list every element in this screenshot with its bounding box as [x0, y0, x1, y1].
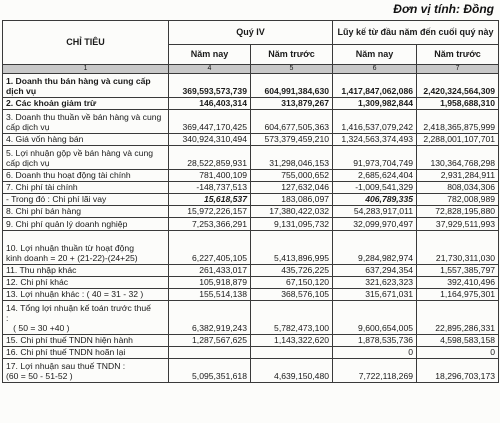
cell-y-last: 22,895,286,331: [417, 301, 499, 335]
header-q-this-year: Năm nay: [169, 45, 251, 65]
table-row: [3, 231, 499, 265]
cell-q-last: 573,379,459,210: [251, 134, 333, 146]
cell-q-this: 1,287,567,625: [169, 335, 251, 347]
table-row: [3, 289, 499, 301]
cell-y-this: 315,671,031: [333, 289, 417, 301]
row-label-line: 17. Lợi nhuận sau thuế TNDN :: [6, 361, 126, 372]
cell-q-this: 105,918,879: [169, 277, 251, 289]
cell-y-last: 782,008,989: [417, 194, 499, 206]
cell-y-last: 2,418,365,875,999: [417, 110, 499, 134]
cell-q-last: 604,677,505,363: [251, 110, 333, 134]
row-label-line: kinh doanh = 20 + (21-22)-(24+25): [6, 253, 138, 264]
table-row: [3, 182, 499, 194]
cell-q-last: 368,576,105: [251, 289, 333, 301]
header-index: 5: [251, 65, 333, 74]
cell-q-this: -148,737,513: [169, 182, 251, 194]
table-row: [3, 359, 499, 383]
cell-y-this: 1,417,847,062,086: [333, 74, 417, 98]
cell-q-last: 1,143,322,620: [251, 335, 333, 347]
row-label: 4. Giá vốn hàng bán: [3, 134, 169, 146]
cell-q-this: 15,618,537: [169, 194, 251, 206]
cell-q-this: 340,924,310,494: [169, 134, 251, 146]
header-y-last-year: Năm trước: [417, 45, 499, 65]
cell-y-last: 392,410,496: [417, 277, 499, 289]
cell-y-this: 91,973,704,749: [333, 146, 417, 170]
cell-y-this: 54,283,917,011: [333, 206, 417, 218]
cell-y-last: 37,929,511,993: [417, 218, 499, 231]
cell-q-last: 604,991,384,630: [251, 74, 333, 98]
cell-y-this: 321,623,323: [333, 277, 417, 289]
cell-q-last: 5,782,473,100: [251, 301, 333, 335]
cell-y-last: 21,730,311,030: [417, 231, 499, 265]
cell-y-last: 130,364,768,298: [417, 146, 499, 170]
cell-y-this: -1,009,541,329: [333, 182, 417, 194]
table-row: [3, 194, 499, 206]
header-quarter: Quý IV: [169, 21, 333, 45]
cell-q-last: 755,000,652: [251, 170, 333, 182]
row-label: - Trong đó : Chi phí lãi vay: [3, 194, 169, 206]
row-label: 2. Các khoản giảm trừ: [3, 98, 169, 110]
header-y-this-year: Năm nay: [333, 45, 417, 65]
cell-y-last: 808,034,306: [417, 182, 499, 194]
cell-y-this: 1,416,537,079,242: [333, 110, 417, 134]
row-label-line: 10. Lợi nhuận thuần từ hoạt động: [6, 243, 134, 254]
row-label: [3, 301, 169, 335]
table-row: [3, 347, 499, 359]
cell-y-last: 2,420,324,564,309: [417, 74, 499, 98]
cell-q-last: 183,086,097: [251, 194, 333, 206]
cell-q-last: 313,879,267: [251, 98, 333, 110]
row-label: [3, 231, 169, 265]
cell-y-this: 9,284,982,974: [333, 231, 417, 265]
cell-q-this: 261,433,017: [169, 265, 251, 277]
cell-y-this: 2,685,624,404: [333, 170, 417, 182]
cell-y-this: 32,099,970,497: [333, 218, 417, 231]
row-label-line: :: [6, 313, 9, 324]
row-label: 16. Chi phí thuế TNDN hoãn lại: [3, 347, 169, 359]
cell-y-last: 1,164,975,301: [417, 289, 499, 301]
cell-y-this: 9,600,654,005: [333, 301, 417, 335]
cell-q-last: 67,150,120: [251, 277, 333, 289]
row-label: 11. Thu nhập khác: [3, 265, 169, 277]
cell-q-this: 6,227,405,105: [169, 231, 251, 265]
row-label-line: ( 50 = 30 +40 ): [13, 323, 70, 334]
row-label-line: 14. Tổng lợi nhuận kế toán trước thuế: [6, 303, 151, 314]
cell-q-this: 155,514,138: [169, 289, 251, 301]
unit-label: Đơn vị tính: Đồng: [393, 2, 494, 16]
row-label: 15. Chi phí thuế TNDN hiện hành: [3, 335, 169, 347]
cell-q-this: 369,447,170,425: [169, 110, 251, 134]
cell-q-this: 5,095,351,618: [169, 359, 251, 383]
row-label: 1. Doanh thu bán hàng và cung cấp dịch vụ: [3, 74, 169, 98]
cell-q-last: [251, 347, 333, 359]
cell-q-last: 435,726,225: [251, 265, 333, 277]
cell-q-this: 28,522,859,931: [169, 146, 251, 170]
row-label: 8. Chi phí bán hàng: [3, 206, 169, 218]
table-row: [3, 218, 499, 231]
cell-y-this: 7,722,118,269: [333, 359, 417, 383]
table-row: [3, 110, 499, 134]
row-label: 7. Chi phí tài chính: [3, 182, 169, 194]
header-index: 6: [333, 65, 417, 74]
cell-q-this: 7,253,366,291: [169, 218, 251, 231]
cell-q-this: 369,593,573,739: [169, 74, 251, 98]
cell-y-this: 0: [333, 347, 417, 359]
row-label: 3. Doanh thu thuần về bán hàng và cung cấp dịch vụ: [3, 110, 169, 134]
cell-y-this: 1,309,982,844: [333, 98, 417, 110]
cell-y-this: 1,878,535,736: [333, 335, 417, 347]
row-label: 5. Lợi nhuận gộp về bán hàng và cung cấp dịch vụ: [3, 146, 169, 170]
cell-q-last: 4,639,150,480: [251, 359, 333, 383]
cell-y-last: 1,958,688,310: [417, 98, 499, 110]
row-label: [3, 359, 169, 383]
cell-q-this: [169, 347, 251, 359]
income-statement-table: [2, 20, 499, 383]
row-label: 12. Chi phí khác: [3, 277, 169, 289]
cell-q-last: 17,380,422,032: [251, 206, 333, 218]
row-label-line: (60 = 50 - 51-52 ): [6, 371, 73, 382]
cell-y-last: 2,288,001,107,701: [417, 134, 499, 146]
table-row: [3, 265, 499, 277]
table-row: [3, 146, 499, 170]
cell-y-this: 406,789,335: [333, 194, 417, 206]
table-row: [3, 98, 499, 110]
row-label: 9. Chi phí quản lý doanh nghiệp: [3, 218, 169, 231]
cell-q-last: 9,131,095,732: [251, 218, 333, 231]
cell-y-last: 2,931,284,911: [417, 170, 499, 182]
header-index: 4: [169, 65, 251, 74]
cell-q-last: 127,632,046: [251, 182, 333, 194]
row-label: 6. Doanh thu hoạt động tài chính: [3, 170, 169, 182]
cell-q-last: 31,298,046,153: [251, 146, 333, 170]
table-row: [3, 335, 499, 347]
row-label: 13. Lợi nhuận khác : ( 40 = 31 - 32 ): [3, 289, 169, 301]
cell-y-last: 0: [417, 347, 499, 359]
table-row: [3, 170, 499, 182]
header-q-last-year: Năm trước: [251, 45, 333, 65]
cell-q-last: 5,413,896,995: [251, 231, 333, 265]
table-row: [3, 74, 499, 98]
cell-q-this: 15,972,226,157: [169, 206, 251, 218]
header-indicator: CHỈ TIÊU: [3, 21, 169, 65]
cell-q-this: 146,403,314: [169, 98, 251, 110]
cell-q-this: 6,382,919,243: [169, 301, 251, 335]
cell-y-this: 637,294,354: [333, 265, 417, 277]
table-row: [3, 206, 499, 218]
header-index: 1: [3, 65, 169, 74]
header-index: 7: [417, 65, 499, 74]
cell-q-this: 781,400,109: [169, 170, 251, 182]
cell-y-this: 1,324,563,374,493: [333, 134, 417, 146]
cell-y-last: 18,296,703,173: [417, 359, 499, 383]
table-row: [3, 277, 499, 289]
cell-y-last: 1,557,385,797: [417, 265, 499, 277]
cell-y-last: 72,828,195,880: [417, 206, 499, 218]
table-row: [3, 134, 499, 146]
table-row: [3, 301, 499, 335]
cell-y-last: 4,598,583,158: [417, 335, 499, 347]
header-ytd: Lũy kế từ đầu năm đến cuối quý này: [333, 21, 499, 45]
